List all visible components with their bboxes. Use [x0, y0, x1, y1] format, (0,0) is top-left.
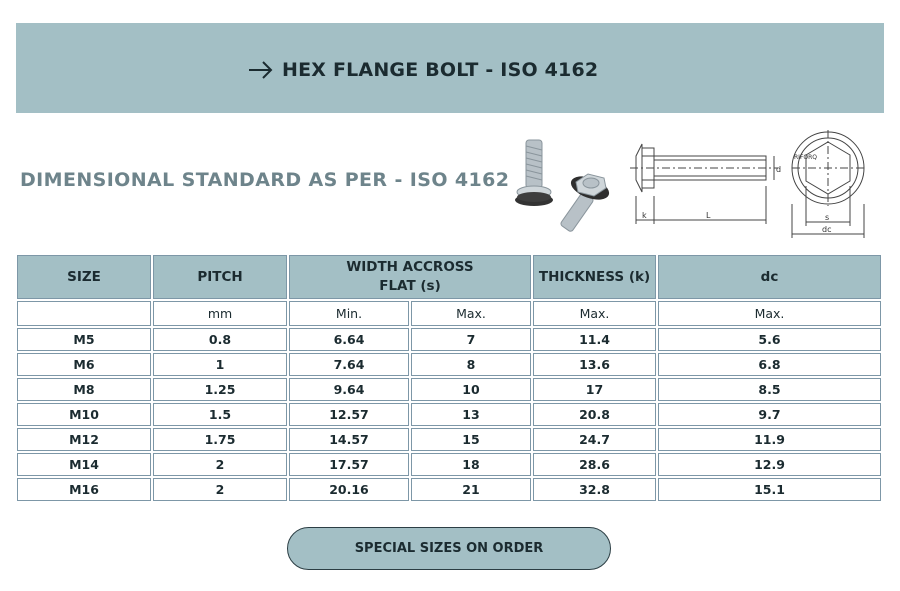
dimension-table: [15, 253, 883, 503]
table-cell: 12.57: [289, 403, 409, 426]
table-cell: 6.64: [289, 328, 409, 351]
table-row: [17, 478, 881, 501]
unit-cell: Max.: [658, 301, 881, 326]
table-cell: 2: [153, 453, 287, 476]
table-cell: 32.8: [533, 478, 656, 501]
table-cell: M6: [17, 353, 151, 376]
table-cell: 14.57: [289, 428, 409, 451]
table-cell: 17: [533, 378, 656, 401]
table-cell: 8: [411, 353, 531, 376]
table-row: [17, 453, 881, 476]
table-row: [17, 378, 881, 401]
unit-cell: [17, 301, 151, 326]
drawing-label-dc: dc: [822, 225, 832, 234]
table-cell: 15.1: [658, 478, 881, 501]
table-cell: 12.9: [658, 453, 881, 476]
table-row: [17, 353, 881, 376]
header-dc: dc: [658, 255, 881, 299]
table-cell: M16: [17, 478, 151, 501]
table-cell: 9.64: [289, 378, 409, 401]
table-cell: 9.7: [658, 403, 881, 426]
table-cell: 8.5: [658, 378, 881, 401]
table-cell: 6.8: [658, 353, 881, 376]
table-cell: 1.75: [153, 428, 287, 451]
table-cell: 10: [411, 378, 531, 401]
table-cell: 0.8: [153, 328, 287, 351]
table-cell: 20.8: [533, 403, 656, 426]
table-row: [17, 403, 881, 426]
bolt-photo: [508, 126, 620, 238]
unit-cell: Min.: [289, 301, 409, 326]
table-cell: 5.6: [658, 328, 881, 351]
table-row: [17, 428, 881, 451]
table-cell: 15: [411, 428, 531, 451]
table-cell: 21: [411, 478, 531, 501]
table-cell: 11.9: [658, 428, 881, 451]
header-pitch: PITCH: [153, 255, 287, 299]
table-cell: M5: [17, 328, 151, 351]
subtitle: DIMENSIONAL STANDARD AS PER - ISO 4162: [20, 169, 510, 191]
table-cell: 18: [411, 453, 531, 476]
table-cell: 13.6: [533, 353, 656, 376]
table-cell: M10: [17, 403, 151, 426]
table-units-row: [17, 301, 881, 326]
unit-cell: Max.: [533, 301, 656, 326]
unit-cell: mm: [153, 301, 287, 326]
page-title-text: HEX FLANGE BOLT - ISO 4162: [282, 59, 599, 81]
unit-cell: Max.: [411, 301, 531, 326]
header-size: SIZE: [17, 255, 151, 299]
table-cell: 7.64: [289, 353, 409, 376]
header-thickness: THICKNESS (k): [533, 255, 656, 299]
page-title: [248, 56, 598, 84]
table-cell: 11.4: [533, 328, 656, 351]
table-cell: 24.7: [533, 428, 656, 451]
table-cell: 28.6: [533, 453, 656, 476]
table-header-row: [17, 255, 881, 299]
drawing-label-d: d: [776, 165, 782, 174]
arrow-right-icon: [248, 60, 274, 80]
table-cell: 13: [411, 403, 531, 426]
table-cell: 17.57: [289, 453, 409, 476]
drawing-brand: RIFORQ: [794, 154, 818, 161]
technical-drawing: [628, 126, 884, 244]
header-width-line1: WIDTH ACCROSS: [346, 259, 474, 275]
table-cell: 1.5: [153, 403, 287, 426]
table-cell: M8: [17, 378, 151, 401]
table-cell: M14: [17, 453, 151, 476]
special-sizes-button[interactable]: SPECIAL SIZES ON ORDER: [287, 527, 611, 570]
table-cell: 20.16: [289, 478, 409, 501]
table-cell: M12: [17, 428, 151, 451]
table-cell: 7: [411, 328, 531, 351]
drawing-label-s: s: [825, 213, 830, 222]
table-cell: 1: [153, 353, 287, 376]
drawing-label-l: L: [706, 211, 711, 220]
drawing-label-k: k: [642, 211, 647, 220]
table-row: [17, 328, 881, 351]
header-width-across-flat: [289, 255, 531, 299]
table-cell: 1.25: [153, 378, 287, 401]
header-width-line2: FLAT (s): [379, 278, 441, 294]
table-cell: 2: [153, 478, 287, 501]
